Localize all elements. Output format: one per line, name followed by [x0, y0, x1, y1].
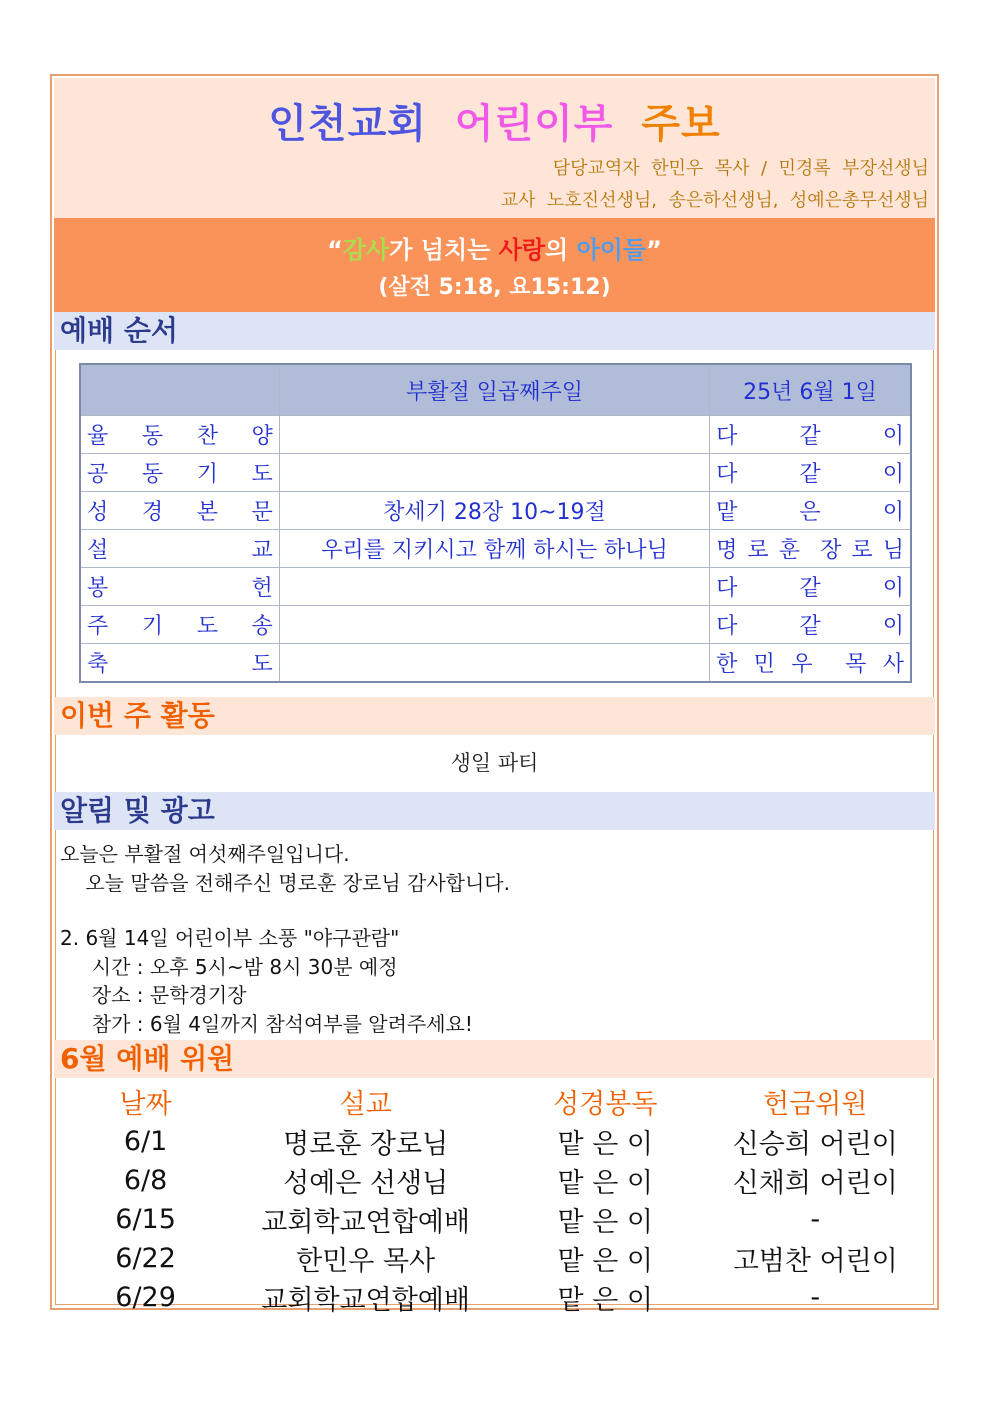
- order-item-char: 주: [87, 614, 109, 639]
- order-by-label: [710, 419, 910, 450]
- duty-cell: 맡 은 이: [557, 1207, 653, 1238]
- order-by-char: 민: [753, 652, 775, 677]
- order-item-char: 성: [87, 500, 109, 525]
- duty-cell: 맡 은 이: [557, 1285, 653, 1316]
- order-item-label: [81, 419, 279, 450]
- order-item-cell: [80, 568, 279, 606]
- table-row: [80, 530, 911, 568]
- notice-line: 오늘은 부활절 여섯째주일입니다.: [60, 842, 350, 866]
- order-item-char: 도: [196, 614, 218, 639]
- page-title: [54, 92, 935, 149]
- order-by-char: 훈: [778, 538, 800, 563]
- table-row: [80, 416, 911, 454]
- order-by-char: 은: [799, 500, 821, 525]
- order-item-char: 도: [251, 462, 273, 487]
- activity-text: 생일 파티: [450, 751, 539, 775]
- table-row: [80, 1200, 940, 1239]
- order-item-char: 찬: [196, 424, 218, 449]
- order-item-char: 축: [87, 652, 109, 677]
- order-by-cell: [710, 644, 911, 683]
- duty-header-row: [80, 1080, 940, 1122]
- notice-line: 오늘 말씀을 전해주신 명로훈 장로님 감사합니다.: [60, 871, 510, 895]
- order-by-cell: [710, 568, 911, 606]
- order-by-char: 한: [716, 652, 738, 677]
- order-by-label: [710, 457, 910, 488]
- notice-line: 참가 : 6월 4일까지 참석여부를 알려주세요!: [60, 1012, 473, 1036]
- notice-line: 장소 : 문학경기장: [60, 983, 247, 1007]
- order-content-cell: [279, 606, 709, 644]
- table-row: [80, 1239, 940, 1278]
- table-header-row: [80, 364, 911, 416]
- duty-cell: 6/1: [123, 1126, 168, 1157]
- header-cell-sunday: 부활절 일곱째주일: [279, 364, 709, 416]
- order-item-label: [81, 533, 279, 564]
- order-item-label: [81, 609, 279, 640]
- order-content-cell: [279, 568, 709, 606]
- table-row: [80, 644, 911, 683]
- order-content-cell: [279, 644, 709, 683]
- order-by-cell: [710, 492, 911, 530]
- order-item-cell: [80, 492, 279, 530]
- duty-header-reading: 성경봉독: [553, 1088, 658, 1120]
- duty-header-offering: 헌금위원: [763, 1088, 868, 1120]
- section-weekly-activity: 이번 주 활동: [54, 697, 935, 735]
- motto-text-2: 의: [545, 236, 577, 264]
- duty-table: [80, 1080, 940, 1317]
- duty-cell: -: [810, 1204, 821, 1235]
- notice-line: 시간 : 오후 5시~밤 8시 30분 예정: [60, 955, 398, 979]
- motto-word-thanks: 감사: [342, 236, 390, 264]
- order-by-char: 다: [716, 576, 738, 601]
- table-row: [80, 606, 911, 644]
- duty-cell: 성예은 선생님: [283, 1168, 449, 1199]
- duty-cell: 맡 은 이: [557, 1246, 653, 1277]
- order-item-label: [81, 495, 279, 526]
- order-by-char: 로: [851, 538, 873, 563]
- order-by-char: 장: [820, 538, 842, 563]
- table-row: [80, 492, 911, 530]
- order-item-cell: [80, 416, 279, 454]
- order-by-char: 같: [799, 462, 821, 487]
- order-by-label: [710, 609, 910, 640]
- section-june-duty: 6월 예배 위원: [54, 1040, 935, 1078]
- order-by-char: 맡: [716, 500, 738, 525]
- duty-cell: 6/22: [115, 1243, 176, 1274]
- title-bulletin: 주보: [641, 101, 721, 147]
- order-item-char: 동: [141, 424, 164, 449]
- order-by-char: 님: [882, 538, 904, 563]
- order-item-char: 문: [251, 500, 273, 525]
- order-item-char: 기: [141, 614, 164, 639]
- duty-header-date: 날짜: [119, 1088, 172, 1120]
- duty-cell: 신승희 어린이: [732, 1129, 898, 1160]
- staff-line-pastor: 담당교역자 한민우 목사 / 민경록 부장선생님: [552, 158, 929, 179]
- duty-cell: 교회학교연합예배: [261, 1285, 470, 1316]
- theme-verse: (살전 5:18, 요15:12): [378, 275, 611, 300]
- order-by-char: 이: [882, 462, 904, 487]
- order-by-char: 같: [799, 576, 821, 601]
- order-item-label: [81, 571, 279, 602]
- theme-motto: [54, 230, 935, 265]
- duty-cell: 맡 은 이: [557, 1168, 653, 1199]
- order-by-char: 이: [882, 576, 904, 601]
- order-item-cell: [80, 530, 279, 568]
- quote-open: “: [327, 236, 343, 264]
- duty-cell: 명로훈 장로님: [283, 1129, 449, 1160]
- order-item-char: 기: [196, 462, 218, 487]
- order-item-char: 설: [87, 538, 109, 563]
- duty-cell: 6/15: [115, 1204, 176, 1235]
- order-item-char: 봉: [87, 576, 109, 601]
- table-row: [80, 568, 911, 606]
- header-cell-item: [80, 364, 279, 416]
- order-item-char: 율: [87, 424, 109, 449]
- order-content-cell: 우리를 지키시고 함께 하시는 하나님: [279, 530, 709, 568]
- order-by-char: 명: [716, 538, 738, 563]
- motto-word-children: 아이들: [576, 236, 647, 264]
- table-row: [80, 1122, 940, 1161]
- worship-order-table: [79, 363, 912, 683]
- duty-cell: 신채희 어린이: [732, 1168, 898, 1199]
- bulletin-header: [54, 78, 935, 218]
- duty-cell: 맡 은 이: [557, 1129, 653, 1160]
- order-item-label: [81, 647, 279, 678]
- duty-cell: 한민우 목사: [296, 1246, 436, 1277]
- order-item-char: 공: [87, 462, 109, 487]
- table-row: [80, 454, 911, 492]
- order-by-char: 이: [882, 614, 904, 639]
- section-worship-order: 예배 순서: [54, 312, 935, 350]
- staff-line-teachers: 교사 노호진선생님, 송은하선생님, 성예은총무선생님: [500, 190, 929, 211]
- motto-text-1: 가 넘치는: [389, 236, 499, 264]
- notice-line: 2. 6월 14일 어린이부 소풍 "야구관람": [60, 926, 400, 950]
- order-content-cell: [279, 454, 709, 492]
- order-by-char: 이: [882, 500, 904, 525]
- order-item-char: 동: [141, 462, 164, 487]
- order-item-char: 본: [196, 500, 218, 525]
- duty-header-sermon: 설교: [339, 1088, 392, 1120]
- order-item-char: 양: [251, 424, 273, 449]
- order-by-cell: [710, 606, 911, 644]
- order-by-label: [710, 533, 910, 564]
- order-item-cell: [80, 606, 279, 644]
- order-by-char: 이: [882, 424, 904, 449]
- motto-word-love: 사랑: [498, 236, 546, 264]
- duty-cell: 고범찬 어린이: [732, 1246, 898, 1277]
- order-by-char: 다: [716, 424, 738, 449]
- order-item-cell: [80, 644, 279, 683]
- order-content-cell: [279, 416, 709, 454]
- order-by-char: 다: [716, 462, 738, 487]
- theme-banner: [54, 218, 935, 312]
- order-content-cell: 창세기 28장 10~19절: [279, 492, 709, 530]
- table-row: [80, 1278, 940, 1317]
- order-item-char: 경: [141, 500, 164, 525]
- order-by-char: 다: [716, 614, 738, 639]
- order-by-char: 목: [845, 652, 867, 677]
- order-by-label: [710, 647, 910, 678]
- order-by-cell: [710, 416, 911, 454]
- order-by-cell: [710, 454, 911, 492]
- title-department: 어린이부: [454, 101, 614, 147]
- order-by-char: 우: [791, 652, 813, 677]
- order-item-char: 교: [251, 538, 273, 563]
- order-by-label: [710, 571, 910, 602]
- order-by-cell: [710, 530, 911, 568]
- order-item-char: 헌: [251, 576, 273, 601]
- duty-cell: 교회학교연합예배: [261, 1207, 470, 1238]
- section-announcements: 알림 및 광고: [54, 792, 935, 830]
- order-by-label: [710, 495, 910, 526]
- order-item-cell: [80, 454, 279, 492]
- title-church: 인천교회: [268, 101, 427, 147]
- order-by-char: 로: [747, 538, 769, 563]
- order-by-char: 같: [799, 614, 821, 639]
- order-by-char: 사: [882, 652, 904, 677]
- header-cell-date: 25년 6월 1일: [710, 364, 911, 416]
- order-item-char: 송: [251, 614, 273, 639]
- order-by-char: 같: [799, 424, 821, 449]
- quote-close: ”: [646, 236, 662, 264]
- duty-cell: 6/29: [115, 1282, 176, 1313]
- order-item-char: 도: [251, 652, 273, 677]
- table-row: [80, 1161, 940, 1200]
- order-item-label: [81, 457, 279, 488]
- duty-cell: 6/8: [123, 1165, 168, 1196]
- duty-cell: -: [810, 1282, 821, 1313]
